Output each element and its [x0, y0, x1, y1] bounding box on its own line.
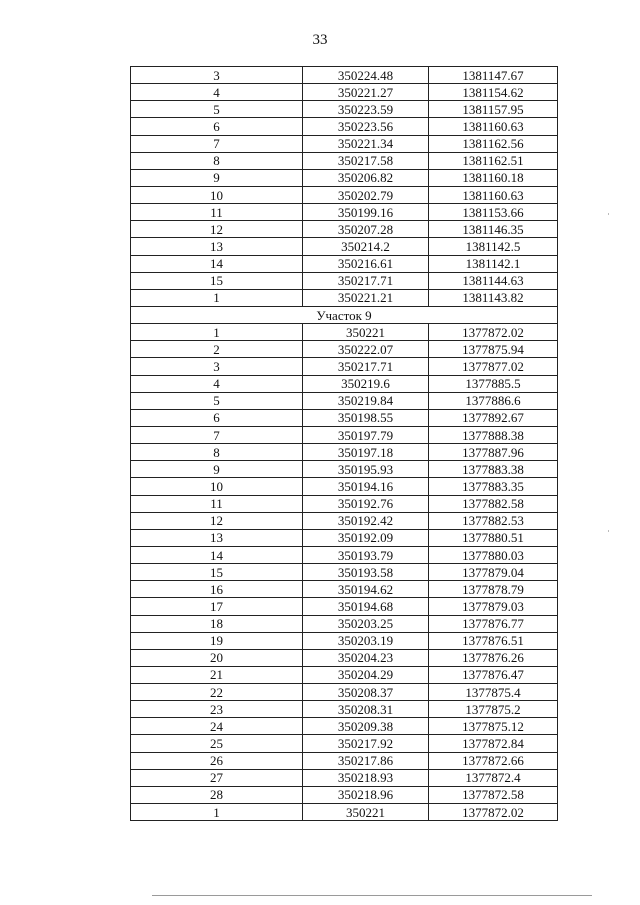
- table-row: [131, 735, 558, 752]
- table-row: [131, 598, 558, 615]
- y-coordinate-cell: 1381142.5: [429, 238, 558, 255]
- point-number-cell: 15: [131, 272, 303, 289]
- table-row: [131, 324, 558, 341]
- table-row: [131, 804, 558, 821]
- x-coordinate-cell: 350224.48: [303, 67, 429, 84]
- x-coordinate-cell: 350193.58: [303, 564, 429, 581]
- table-row: [131, 649, 558, 666]
- point-number-cell: 8: [131, 152, 303, 169]
- x-coordinate-cell: 350221: [303, 804, 429, 821]
- section-row: [131, 306, 558, 323]
- x-coordinate-cell: 350217.71: [303, 358, 429, 375]
- table-row: [131, 255, 558, 272]
- y-coordinate-cell: 1381160.18: [429, 169, 558, 186]
- y-coordinate-cell: 1377876.77: [429, 615, 558, 632]
- table-row: [131, 375, 558, 392]
- x-coordinate-cell: 350217.86: [303, 752, 429, 769]
- point-number-cell: 10: [131, 186, 303, 203]
- table-row: [131, 186, 558, 203]
- point-number-cell: 3: [131, 67, 303, 84]
- x-coordinate-cell: 350203.19: [303, 632, 429, 649]
- table-row: [131, 546, 558, 563]
- table-row: [131, 135, 558, 152]
- x-coordinate-cell: 350217.71: [303, 272, 429, 289]
- y-coordinate-cell: 1377875.4: [429, 684, 558, 701]
- point-number-cell: 25: [131, 735, 303, 752]
- y-coordinate-cell: 1381143.82: [429, 289, 558, 306]
- y-coordinate-cell: 1377872.4: [429, 769, 558, 786]
- x-coordinate-cell: 350208.31: [303, 701, 429, 718]
- x-coordinate-cell: 350209.38: [303, 718, 429, 735]
- table-row: [131, 289, 558, 306]
- x-coordinate-cell: 350219.6: [303, 375, 429, 392]
- table-row: [131, 461, 558, 478]
- y-coordinate-cell: 1381144.63: [429, 272, 558, 289]
- point-number-cell: 5: [131, 392, 303, 409]
- point-number-cell: 2: [131, 341, 303, 358]
- point-number-cell: 7: [131, 135, 303, 152]
- table-row: [131, 221, 558, 238]
- scan-speck: [608, 213, 609, 215]
- table-row: [131, 495, 558, 512]
- point-number-cell: 20: [131, 649, 303, 666]
- x-coordinate-cell: 350221.21: [303, 289, 429, 306]
- table-row: [131, 341, 558, 358]
- y-coordinate-cell: 1381153.66: [429, 204, 558, 221]
- x-coordinate-cell: 350193.79: [303, 546, 429, 563]
- y-coordinate-cell: 1377877.02: [429, 358, 558, 375]
- point-number-cell: 1: [131, 289, 303, 306]
- y-coordinate-cell: 1377883.35: [429, 478, 558, 495]
- point-number-cell: 13: [131, 529, 303, 546]
- table-row: [131, 512, 558, 529]
- y-coordinate-cell: 1381157.95: [429, 101, 558, 118]
- x-coordinate-cell: 350204.29: [303, 666, 429, 683]
- coordinates-table-body: [131, 67, 558, 821]
- table-row: [131, 392, 558, 409]
- y-coordinate-cell: 1377876.51: [429, 632, 558, 649]
- point-number-cell: 4: [131, 375, 303, 392]
- x-coordinate-cell: 350208.37: [303, 684, 429, 701]
- table-row: [131, 666, 558, 683]
- x-coordinate-cell: 350217.92: [303, 735, 429, 752]
- point-number-cell: 14: [131, 546, 303, 563]
- x-coordinate-cell: 350218.93: [303, 769, 429, 786]
- y-coordinate-cell: 1381162.56: [429, 135, 558, 152]
- x-coordinate-cell: 350197.18: [303, 444, 429, 461]
- x-coordinate-cell: 350219.84: [303, 392, 429, 409]
- x-coordinate-cell: 350192.09: [303, 529, 429, 546]
- x-coordinate-cell: 350195.93: [303, 461, 429, 478]
- y-coordinate-cell: 1381154.62: [429, 84, 558, 101]
- table-row: [131, 444, 558, 461]
- table-row: [131, 67, 558, 84]
- table-row: [131, 409, 558, 426]
- y-coordinate-cell: 1377878.79: [429, 581, 558, 598]
- x-coordinate-cell: 350218.96: [303, 786, 429, 803]
- point-number-cell: 19: [131, 632, 303, 649]
- table-row: [131, 101, 558, 118]
- x-coordinate-cell: 350207.28: [303, 221, 429, 238]
- x-coordinate-cell: 350216.61: [303, 255, 429, 272]
- point-number-cell: 18: [131, 615, 303, 632]
- point-number-cell: 4: [131, 84, 303, 101]
- point-number-cell: 24: [131, 718, 303, 735]
- point-number-cell: 5: [131, 101, 303, 118]
- point-number-cell: 8: [131, 444, 303, 461]
- y-coordinate-cell: 1377887.96: [429, 444, 558, 461]
- point-number-cell: 12: [131, 512, 303, 529]
- point-number-cell: 11: [131, 495, 303, 512]
- y-coordinate-cell: 1377879.03: [429, 598, 558, 615]
- table-row: [131, 718, 558, 735]
- point-number-cell: 21: [131, 666, 303, 683]
- y-coordinate-cell: 1381162.51: [429, 152, 558, 169]
- page-number: 33: [312, 32, 328, 48]
- point-number-cell: 22: [131, 684, 303, 701]
- table-row: [131, 632, 558, 649]
- x-coordinate-cell: 350223.56: [303, 118, 429, 135]
- point-number-cell: 13: [131, 238, 303, 255]
- scan-line: [152, 895, 592, 896]
- y-coordinate-cell: 1377876.47: [429, 666, 558, 683]
- point-number-cell: 12: [131, 221, 303, 238]
- x-coordinate-cell: 350199.16: [303, 204, 429, 221]
- point-number-cell: 26: [131, 752, 303, 769]
- x-coordinate-cell: 350206.82: [303, 169, 429, 186]
- y-coordinate-cell: 1377872.66: [429, 752, 558, 769]
- point-number-cell: 3: [131, 358, 303, 375]
- table-row: [131, 752, 558, 769]
- y-coordinate-cell: 1377883.38: [429, 461, 558, 478]
- table-row: [131, 684, 558, 701]
- y-coordinate-cell: 1381160.63: [429, 186, 558, 203]
- x-coordinate-cell: 350223.59: [303, 101, 429, 118]
- point-number-cell: 14: [131, 255, 303, 272]
- table-row: [131, 118, 558, 135]
- x-coordinate-cell: 350192.76: [303, 495, 429, 512]
- x-coordinate-cell: 350198.55: [303, 409, 429, 426]
- scan-speck: [608, 530, 609, 532]
- table-row: [131, 426, 558, 443]
- x-coordinate-cell: 350204.23: [303, 649, 429, 666]
- x-coordinate-cell: 350192.42: [303, 512, 429, 529]
- point-number-cell: 6: [131, 409, 303, 426]
- table-row: [131, 169, 558, 186]
- table-row: [131, 204, 558, 221]
- x-coordinate-cell: 350217.58: [303, 152, 429, 169]
- table-row: [131, 786, 558, 803]
- table-row: [131, 84, 558, 101]
- y-coordinate-cell: 1381147.67: [429, 67, 558, 84]
- y-coordinate-cell: 1377875.2: [429, 701, 558, 718]
- point-number-cell: 7: [131, 426, 303, 443]
- table-row: [131, 581, 558, 598]
- point-number-cell: 17: [131, 598, 303, 615]
- x-coordinate-cell: 350202.79: [303, 186, 429, 203]
- x-coordinate-cell: 350221.27: [303, 84, 429, 101]
- y-coordinate-cell: 1377882.58: [429, 495, 558, 512]
- table-row: [131, 272, 558, 289]
- y-coordinate-cell: 1377885.5: [429, 375, 558, 392]
- x-coordinate-cell: 350221: [303, 324, 429, 341]
- table-row: [131, 529, 558, 546]
- y-coordinate-cell: 1377888.38: [429, 426, 558, 443]
- table-row: [131, 238, 558, 255]
- table-row: [131, 564, 558, 581]
- point-number-cell: 11: [131, 204, 303, 221]
- y-coordinate-cell: 1381146.35: [429, 221, 558, 238]
- point-number-cell: 10: [131, 478, 303, 495]
- y-coordinate-cell: 1377892.67: [429, 409, 558, 426]
- y-coordinate-cell: 1377872.84: [429, 735, 558, 752]
- y-coordinate-cell: 1377875.94: [429, 341, 558, 358]
- x-coordinate-cell: 350222.07: [303, 341, 429, 358]
- y-coordinate-cell: 1377882.53: [429, 512, 558, 529]
- x-coordinate-cell: 350221.34: [303, 135, 429, 152]
- y-coordinate-cell: 1377879.04: [429, 564, 558, 581]
- table-row: [131, 701, 558, 718]
- y-coordinate-cell: 1377872.02: [429, 804, 558, 821]
- x-coordinate-cell: 350197.79: [303, 426, 429, 443]
- y-coordinate-cell: 1377876.26: [429, 649, 558, 666]
- point-number-cell: 16: [131, 581, 303, 598]
- y-coordinate-cell: 1377880.51: [429, 529, 558, 546]
- point-number-cell: 23: [131, 701, 303, 718]
- point-number-cell: 1: [131, 804, 303, 821]
- x-coordinate-cell: 350214.2: [303, 238, 429, 255]
- x-coordinate-cell: 350203.25: [303, 615, 429, 632]
- point-number-cell: 9: [131, 461, 303, 478]
- point-number-cell: 9: [131, 169, 303, 186]
- y-coordinate-cell: 1377880.03: [429, 546, 558, 563]
- table-row: [131, 358, 558, 375]
- x-coordinate-cell: 350194.68: [303, 598, 429, 615]
- table-row: [131, 769, 558, 786]
- point-number-cell: 1: [131, 324, 303, 341]
- y-coordinate-cell: 1377875.12: [429, 718, 558, 735]
- point-number-cell: 28: [131, 786, 303, 803]
- coordinates-table: [130, 66, 558, 821]
- point-number-cell: 27: [131, 769, 303, 786]
- table-row: [131, 152, 558, 169]
- y-coordinate-cell: 1381142.1: [429, 255, 558, 272]
- y-coordinate-cell: 1377872.58: [429, 786, 558, 803]
- section-title: Участок 9: [131, 306, 558, 323]
- point-number-cell: 15: [131, 564, 303, 581]
- x-coordinate-cell: 350194.16: [303, 478, 429, 495]
- table-row: [131, 478, 558, 495]
- y-coordinate-cell: 1381160.63: [429, 118, 558, 135]
- table-row: [131, 615, 558, 632]
- y-coordinate-cell: 1377872.02: [429, 324, 558, 341]
- point-number-cell: 6: [131, 118, 303, 135]
- y-coordinate-cell: 1377886.6: [429, 392, 558, 409]
- x-coordinate-cell: 350194.62: [303, 581, 429, 598]
